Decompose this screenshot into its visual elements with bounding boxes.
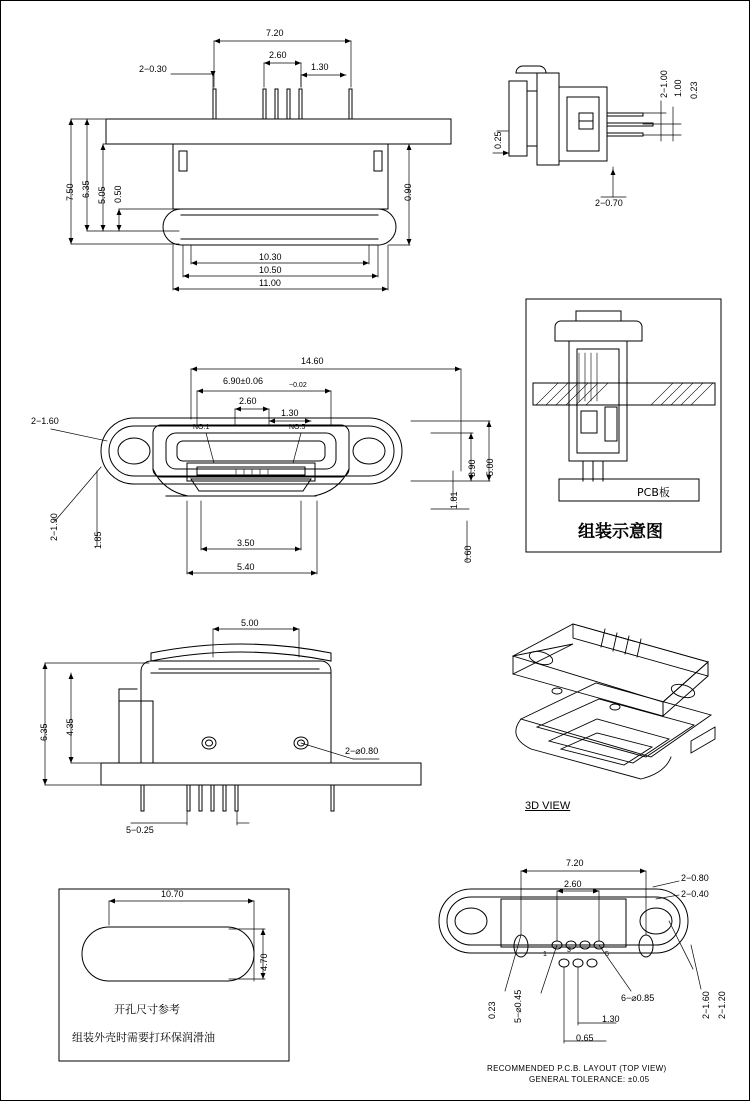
dim-pcb-2-0.40: 2−0.40 <box>681 889 709 899</box>
cutout-note-line2: 组装外壳时需要打环保润滑油 <box>72 1031 215 1044</box>
pcb-caption-line2: GENERAL TOLERANCE: ±0.05 <box>529 1075 650 1084</box>
drawing-linework <box>1 1 750 1102</box>
dim-pcb-1.30: 1.30 <box>602 1014 620 1024</box>
dim-bottom-5.00: 5.00 <box>241 618 259 628</box>
dim-top-14.60: 14.60 <box>301 356 324 366</box>
label-3d-view: 3D VIEW <box>525 800 571 812</box>
dim-front-2.60: 2.60 <box>269 50 287 60</box>
dim-front-0.50: 0.50 <box>113 185 123 203</box>
cutout-note-line1: 开孔尺寸参考 <box>114 1003 180 1016</box>
dim-pcb-2-1.20: 2−1.20 <box>717 991 727 1019</box>
dim-top-6.90-tol: −0.02 <box>289 382 307 389</box>
dim-cutout-10.70: 10.70 <box>161 889 184 899</box>
dim-front-0.90: 0.90 <box>403 183 413 201</box>
pcb-caption-line1: RECOMMENDED P.C.B. LAYOUT (TOP VIEW) <box>487 1064 667 1073</box>
dim-pcb-5-0.45: 5−⌀0.45 <box>513 989 523 1023</box>
pcb-pin-5: 5 <box>605 951 609 958</box>
dim-pcb-6-0.85: 6−⌀0.85 <box>621 993 655 1003</box>
dim-front-10.50: 10.50 <box>259 265 282 275</box>
dim-front-7.50: 7.50 <box>65 183 75 201</box>
dim-top-3.90: 3.90 <box>467 459 477 477</box>
dim-top-5.00: 5.00 <box>485 458 495 476</box>
dim-bottom-pin-note: 5−0.25 <box>126 825 154 835</box>
dim-front-pin-pitch: 2−0.30 <box>139 64 167 74</box>
dim-pcb-2.60: 2.60 <box>564 879 582 889</box>
dim-front-10.30: 10.30 <box>259 252 282 262</box>
dim-top-2-1.60: 2−1.60 <box>31 416 59 426</box>
assembly-title: 组装示意图 <box>578 522 663 542</box>
dim-pcb-0.65: 0.65 <box>576 1033 594 1043</box>
dim-bottom-6.35: 6.35 <box>39 723 49 741</box>
dim-front-6.35: 6.35 <box>81 180 91 198</box>
dim-side-2-0.70: 2−0.70 <box>595 198 623 208</box>
dim-top-3.50: 3.50 <box>237 538 255 548</box>
label-pin-no5: NO.5 <box>289 424 306 431</box>
dim-top-1.30: 1.30 <box>281 408 299 418</box>
pcb-pin-1: 1 <box>543 951 547 958</box>
dim-side-0.25: 0.25 <box>493 131 503 149</box>
dim-pcb-2-1.60: 2−1.60 <box>701 991 711 1019</box>
dim-top-0.60: 0.60 <box>463 545 473 563</box>
dim-pcb-7.20: 7.20 <box>566 858 584 868</box>
dim-side-2-1.00: 2−1.00 <box>659 70 669 98</box>
pcb-label: PCB板 <box>637 486 670 499</box>
dim-bottom-hole-note: 2−⌀0.80 <box>345 746 379 756</box>
dim-top-1.85: 1.85 <box>93 531 103 549</box>
label-pin-no1: NO.1 <box>193 424 210 431</box>
dim-cutout-4.70: 4.70 <box>259 953 269 971</box>
dim-front-5.05: 5.05 <box>97 186 107 204</box>
dim-pcb-2-0.80: 2−0.80 <box>681 873 709 883</box>
dim-top-6.90: 6.90±0.06 <box>223 376 263 386</box>
dim-top-2-1.90: 2−1.90 <box>49 513 59 541</box>
dim-front-11.00: 11.00 <box>259 278 281 288</box>
dim-top-5.40: 5.40 <box>237 562 255 572</box>
dim-side-0.23: 0.23 <box>689 81 699 99</box>
dim-pcb-0.23: 0.23 <box>487 1001 497 1019</box>
pcb-pin-3: 3 <box>567 947 571 954</box>
dim-side-1.00: 1.00 <box>673 79 683 97</box>
dim-top-2.60: 2.60 <box>239 396 257 406</box>
dim-front-7.20: 7.20 <box>266 28 284 38</box>
dim-bottom-4.35: 4.35 <box>65 718 75 736</box>
dim-front-1.30: 1.30 <box>311 62 329 72</box>
dim-top-1.81: 1.81 <box>449 491 459 509</box>
